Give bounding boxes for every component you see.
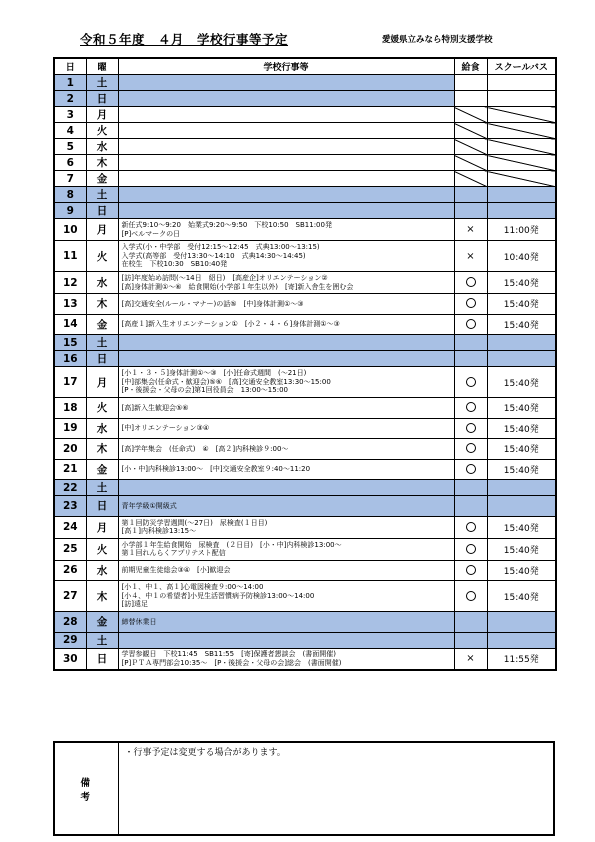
events-cell bbox=[118, 398, 454, 419]
weekday-cell: 金 bbox=[86, 171, 118, 187]
lunch-served-circle bbox=[466, 522, 476, 532]
day-cell: 21 bbox=[54, 459, 86, 480]
day-cell: 30 bbox=[54, 648, 86, 670]
day-cell: 26 bbox=[54, 560, 86, 581]
event-line: [高１]内科検診13:15～ bbox=[121, 527, 197, 535]
schedule-row bbox=[54, 241, 556, 272]
event-line: [小１・３・５]身体計測①～③ [小]任命式週間 (～21日) bbox=[121, 369, 307, 378]
bus-cell: 15:40発 bbox=[487, 516, 556, 538]
schedule-row bbox=[54, 187, 556, 203]
weekday-cell: 金 bbox=[86, 612, 118, 633]
schedule-row bbox=[54, 107, 556, 123]
lunch-cell bbox=[454, 187, 487, 203]
lunch-cell bbox=[454, 335, 487, 351]
events-cell bbox=[118, 75, 454, 91]
bus-cell: 15:40発 bbox=[487, 314, 556, 335]
weekday-cell: 土 bbox=[86, 75, 118, 91]
bus-cell bbox=[487, 203, 556, 219]
events-cell bbox=[118, 123, 454, 139]
events-cell bbox=[118, 632, 454, 648]
day-cell: 5 bbox=[54, 139, 86, 155]
schedule-row bbox=[54, 155, 556, 171]
event-line: 締替休業日 bbox=[121, 617, 157, 626]
event-line: [小１、中１、高１]心電図検査９:00～14:00 bbox=[121, 583, 264, 592]
day-cell: 29 bbox=[54, 632, 86, 648]
events-cell bbox=[118, 219, 454, 241]
schedule-row bbox=[54, 367, 556, 398]
events-cell bbox=[118, 294, 454, 315]
schedule-row bbox=[54, 459, 556, 480]
weekday-cell: 土 bbox=[86, 335, 118, 351]
day-cell: 15 bbox=[54, 335, 86, 351]
lunch-cell bbox=[454, 107, 487, 123]
schedule-row bbox=[54, 516, 556, 538]
day-cell: 6 bbox=[54, 155, 86, 171]
lunch-served-circle bbox=[466, 544, 476, 554]
event-line: 学習参観日 下校11:45 SB11:55 [寄]保護者懇談会 (書面開催) bbox=[121, 650, 337, 659]
schedule-row bbox=[54, 219, 556, 241]
lunch-served-circle bbox=[466, 319, 476, 329]
events-cell bbox=[118, 203, 454, 219]
weekday-cell: 土 bbox=[86, 187, 118, 203]
event-line: [訪]年度始め訪問(～14日 紹日) [高産企]オリエンテーション② bbox=[121, 274, 328, 282]
lunch-cell bbox=[454, 538, 487, 560]
events-cell bbox=[118, 538, 454, 560]
event-line: [訪]遠足 bbox=[121, 600, 148, 609]
lunch-served-circle bbox=[466, 565, 476, 575]
lunch-cell bbox=[454, 139, 487, 155]
event-line: 新任式9:10～9:20 始業式9:20～9:50 下校10:50 SB11:00発 bbox=[121, 221, 332, 229]
events-cell bbox=[118, 480, 454, 496]
day-cell: 7 bbox=[54, 171, 86, 187]
schedule-row bbox=[54, 272, 556, 294]
events-cell bbox=[118, 351, 454, 367]
events-cell bbox=[118, 335, 454, 351]
lunch-cell bbox=[454, 91, 487, 107]
weekday-cell: 月 bbox=[86, 367, 118, 398]
events-cell bbox=[118, 91, 454, 107]
lunch-cell bbox=[454, 459, 487, 480]
schedule-row bbox=[54, 123, 556, 139]
bus-cell: 15:40発 bbox=[487, 439, 556, 460]
events-cell bbox=[118, 560, 454, 581]
bus-cell: 15:40発 bbox=[487, 581, 556, 612]
events-cell bbox=[118, 187, 454, 203]
event-line: 第１回れんらくアプリテスト配信 bbox=[121, 549, 226, 557]
events-cell bbox=[118, 367, 454, 398]
lunch-cell bbox=[454, 560, 487, 581]
schedule-row bbox=[54, 418, 556, 439]
day-cell: 8 bbox=[54, 187, 86, 203]
weekday-cell: 水 bbox=[86, 560, 118, 581]
event-line: 小学部１年生給食開始 尿検査 (２日目) [小・中]内科検診13:00～ bbox=[121, 540, 342, 549]
school-name: 愛媛県立みなら特別支援学校 bbox=[382, 35, 493, 45]
events-cell bbox=[118, 272, 454, 294]
events-cell bbox=[118, 439, 454, 460]
lunch-cell bbox=[454, 171, 487, 187]
lunch-cell bbox=[454, 367, 487, 398]
bus-cell bbox=[487, 91, 556, 107]
schedule-row bbox=[54, 612, 556, 633]
event-line: [小４、中１の希望者]小児生活習慣病予防検診13:00～14:00 bbox=[121, 591, 315, 600]
col-header-day: 日 bbox=[54, 58, 86, 75]
weekday-cell: 日 bbox=[86, 648, 118, 670]
day-cell: 11 bbox=[54, 241, 86, 272]
schedule-row bbox=[54, 335, 556, 351]
events-cell bbox=[118, 139, 454, 155]
weekday-cell: 日 bbox=[86, 91, 118, 107]
bus-cell: 15:40発 bbox=[487, 418, 556, 439]
header-row bbox=[54, 58, 556, 75]
schedule-row bbox=[54, 439, 556, 460]
events-cell bbox=[118, 496, 454, 517]
page-title: 令和５年度 ４月 学校行事等予定 bbox=[80, 32, 289, 47]
bus-cell bbox=[487, 155, 556, 171]
schedule-row bbox=[54, 294, 556, 315]
day-cell: 27 bbox=[54, 581, 86, 612]
day-cell: 17 bbox=[54, 367, 86, 398]
event-line: 入学式(小・中学部 受付12:15～12:45 式典13:00～13:15) bbox=[121, 243, 320, 252]
day-cell: 12 bbox=[54, 272, 86, 294]
day-cell: 22 bbox=[54, 480, 86, 496]
lunch-cell bbox=[454, 439, 487, 460]
lunch-cell: × bbox=[454, 241, 487, 272]
event-line: [高]新入生歓迎会⑤⑥ bbox=[121, 403, 189, 412]
lunch-cell bbox=[454, 272, 487, 294]
bus-cell bbox=[487, 139, 556, 155]
event-line: 前期児童生徒総会③④ [小]歓迎会 bbox=[121, 566, 231, 574]
bus-cell bbox=[487, 75, 556, 91]
schedule-row bbox=[54, 496, 556, 517]
event-line: [小・中]内科検診13:00～ [中]交通安全教室９:40～11:20 bbox=[121, 465, 311, 473]
lunch-cell bbox=[454, 632, 487, 648]
events-cell bbox=[118, 107, 454, 123]
events-cell bbox=[118, 459, 454, 480]
event-line: 第１回防災学習週間(～27日) 尿検査(１日目) bbox=[121, 518, 268, 527]
weekday-cell: 日 bbox=[86, 496, 118, 517]
day-cell: 10 bbox=[54, 219, 86, 241]
day-cell: 24 bbox=[54, 516, 86, 538]
weekday-cell: 金 bbox=[86, 459, 118, 480]
lunch-served-circle bbox=[466, 298, 476, 308]
bus-cell: 11:55発 bbox=[487, 648, 556, 670]
weekday-cell: 木 bbox=[86, 439, 118, 460]
bus-cell: 11:00発 bbox=[487, 219, 556, 241]
weekday-cell: 水 bbox=[86, 272, 118, 294]
lunch-served-circle bbox=[466, 423, 476, 433]
events-cell bbox=[118, 612, 454, 633]
notes-text: ・行事予定は変更する場合があります。 bbox=[118, 742, 554, 835]
events-cell bbox=[118, 241, 454, 272]
bus-cell bbox=[487, 123, 556, 139]
events-cell bbox=[118, 171, 454, 187]
event-line: [高]学年集会 (任命式) ④ [高２]内科検診９:00～ bbox=[121, 444, 289, 453]
schedule-row bbox=[54, 314, 556, 335]
day-cell: 13 bbox=[54, 294, 86, 315]
bus-cell: 10:40発 bbox=[487, 241, 556, 272]
bus-cell bbox=[487, 335, 556, 351]
notes-table bbox=[53, 741, 555, 836]
lunch-served-circle bbox=[466, 464, 476, 474]
schedule-row bbox=[54, 398, 556, 419]
lunch-served-circle bbox=[466, 402, 476, 412]
weekday-cell: 木 bbox=[86, 155, 118, 171]
event-line: [中]部集会(任命式・歓迎会)⑤⑥ [高]交通安全教室13:30～15:00 bbox=[121, 377, 331, 386]
day-cell: 3 bbox=[54, 107, 86, 123]
day-cell: 28 bbox=[54, 612, 86, 633]
bus-cell bbox=[487, 612, 556, 633]
col-header-bus: スクールバス bbox=[487, 58, 556, 75]
schedule-row bbox=[54, 351, 556, 367]
schedule-row bbox=[54, 203, 556, 219]
bus-cell bbox=[487, 351, 556, 367]
col-header-events: 学校行事等 bbox=[118, 58, 454, 75]
day-cell: 18 bbox=[54, 398, 86, 419]
event-line: [高産１]新入生オリエンテーション① [小２・４・６]身体計測①～③ bbox=[121, 320, 340, 328]
event-line: 入学式(高等部 受付13:30～14:10 式典14:30～14:45) bbox=[121, 251, 306, 260]
event-line: [P]ベルマークの日 bbox=[121, 229, 181, 238]
weekday-cell: 月 bbox=[86, 107, 118, 123]
event-line: 青年学級①開級式 bbox=[121, 501, 177, 510]
bus-cell: 15:40発 bbox=[487, 272, 556, 294]
bus-cell bbox=[487, 107, 556, 123]
col-header-weekday: 曜 bbox=[86, 58, 118, 75]
bus-cell: 15:40発 bbox=[487, 367, 556, 398]
schedule-row bbox=[54, 648, 556, 670]
event-line: [高]交通安全(ルール・マナー)の話⑤ [中]身体計測①～③ bbox=[121, 299, 304, 308]
lunch-served-circle bbox=[466, 277, 476, 287]
lunch-cell bbox=[454, 516, 487, 538]
lunch-cell bbox=[454, 496, 487, 517]
weekday-cell: 木 bbox=[86, 581, 118, 612]
day-cell: 16 bbox=[54, 351, 86, 367]
bus-cell: 15:40発 bbox=[487, 538, 556, 560]
bus-cell bbox=[487, 480, 556, 496]
schedule-table bbox=[53, 57, 557, 671]
notes-label: 備 考 bbox=[54, 742, 118, 835]
schedule-row bbox=[54, 538, 556, 560]
lunch-cell: × bbox=[454, 219, 487, 241]
lunch-cell bbox=[454, 480, 487, 496]
events-cell bbox=[118, 648, 454, 670]
bus-cell: 15:40発 bbox=[487, 560, 556, 581]
lunch-cell bbox=[454, 314, 487, 335]
weekday-cell: 土 bbox=[86, 480, 118, 496]
schedule-row bbox=[54, 581, 556, 612]
day-cell: 23 bbox=[54, 496, 86, 517]
bus-cell: 15:40発 bbox=[487, 459, 556, 480]
lunch-served-circle bbox=[466, 443, 476, 453]
weekday-cell: 金 bbox=[86, 314, 118, 335]
lunch-cell bbox=[454, 581, 487, 612]
lunch-cell bbox=[454, 612, 487, 633]
day-cell: 20 bbox=[54, 439, 86, 460]
bus-cell bbox=[487, 171, 556, 187]
event-line: [高]身体計測①～⑥ 給食開始(小学部１年生以外) [寄]新入舎生を囲む会 bbox=[121, 282, 354, 291]
bus-cell bbox=[487, 632, 556, 648]
day-cell: 1 bbox=[54, 75, 86, 91]
schedule-row bbox=[54, 480, 556, 496]
schedule-row bbox=[54, 139, 556, 155]
lunch-cell bbox=[454, 351, 487, 367]
bus-cell: 15:40発 bbox=[487, 294, 556, 315]
bus-cell bbox=[487, 496, 556, 517]
weekday-cell: 火 bbox=[86, 398, 118, 419]
bus-cell: 15:40発 bbox=[487, 398, 556, 419]
events-cell bbox=[118, 314, 454, 335]
lunch-served-circle bbox=[466, 377, 476, 387]
day-cell: 19 bbox=[54, 418, 86, 439]
weekday-cell: 月 bbox=[86, 219, 118, 241]
lunch-cell bbox=[454, 123, 487, 139]
events-cell bbox=[118, 418, 454, 439]
schedule-row bbox=[54, 171, 556, 187]
schedule-row bbox=[54, 91, 556, 107]
lunch-cell bbox=[454, 203, 487, 219]
schedule-row bbox=[54, 560, 556, 581]
weekday-cell: 火 bbox=[86, 241, 118, 272]
weekday-cell: 土 bbox=[86, 632, 118, 648]
schedule-row bbox=[54, 632, 556, 648]
event-line: [中]オリエンテーション③④ bbox=[121, 424, 210, 432]
weekday-cell: 日 bbox=[86, 203, 118, 219]
weekday-cell: 日 bbox=[86, 351, 118, 367]
lunch-served-circle bbox=[466, 591, 476, 601]
lunch-cell bbox=[454, 294, 487, 315]
event-line: [P・後援会・父母の会]第1回役員会 13:00～15:00 bbox=[121, 386, 288, 395]
weekday-cell: 水 bbox=[86, 418, 118, 439]
weekday-cell: 火 bbox=[86, 538, 118, 560]
col-header-lunch: 給食 bbox=[454, 58, 487, 75]
day-cell: 2 bbox=[54, 91, 86, 107]
weekday-cell: 月 bbox=[86, 516, 118, 538]
weekday-cell: 木 bbox=[86, 294, 118, 315]
weekday-cell: 水 bbox=[86, 139, 118, 155]
events-cell bbox=[118, 155, 454, 171]
event-line: 在校生 下校10:30 SB10:40発 bbox=[121, 260, 228, 269]
lunch-cell bbox=[454, 418, 487, 439]
day-cell: 4 bbox=[54, 123, 86, 139]
lunch-cell bbox=[454, 398, 487, 419]
day-cell: 14 bbox=[54, 314, 86, 335]
bus-cell bbox=[487, 187, 556, 203]
schedule-row bbox=[54, 75, 556, 91]
events-cell bbox=[118, 581, 454, 612]
day-cell: 9 bbox=[54, 203, 86, 219]
events-cell bbox=[118, 516, 454, 538]
event-line: [P]ＰＴＡ専門部会10:35～ [P・後援会・父母の会]総会 (書面開催) bbox=[121, 658, 342, 667]
lunch-cell bbox=[454, 155, 487, 171]
lunch-cell: × bbox=[454, 648, 487, 670]
day-cell: 25 bbox=[54, 538, 86, 560]
lunch-cell bbox=[454, 75, 487, 91]
weekday-cell: 火 bbox=[86, 123, 118, 139]
